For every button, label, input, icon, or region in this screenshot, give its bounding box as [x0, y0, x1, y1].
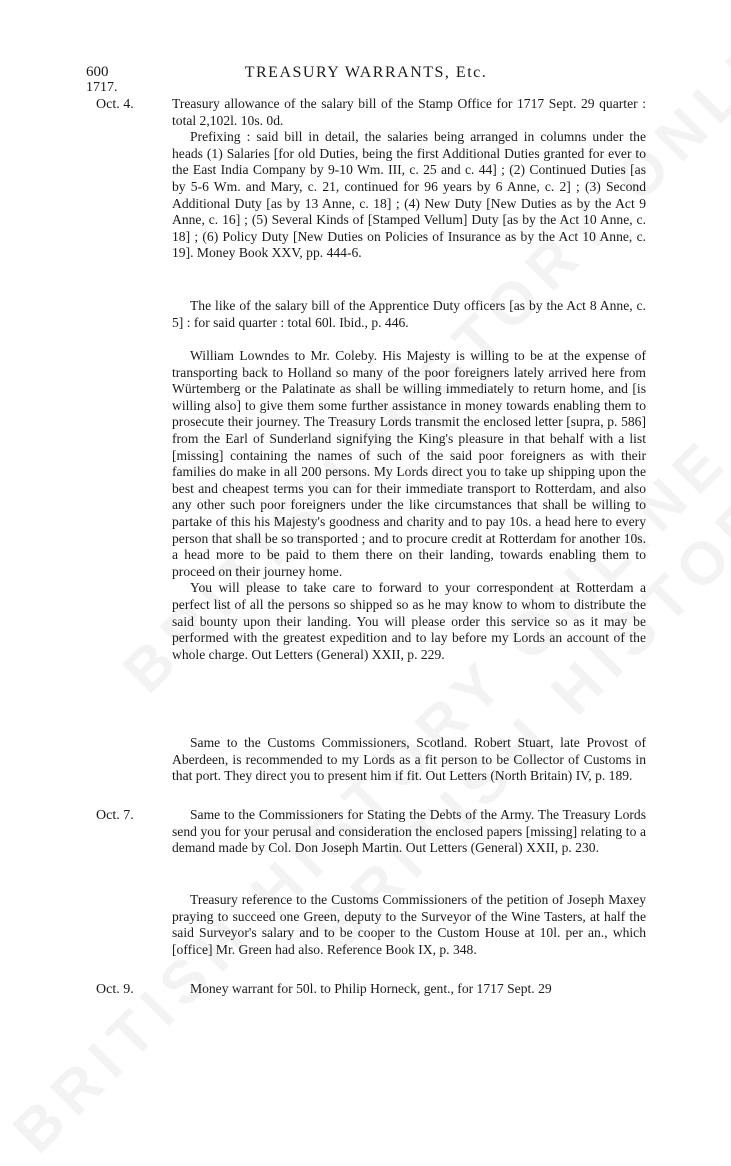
- entry-date: Oct. 4.: [96, 97, 134, 112]
- entry: [172, 348, 646, 663]
- entry-paragraph: You will please to take care to forward to your correspondent at Rotterdam a perfect list of all the persons so shipped so as he may know to whom to distribute the said bounty upon their landing. You will please order this service so as it may be performed with the greatest expedition and to lay before my Lords an account of the whole charge. Out Letters (General) XXII, p. 229.: [172, 580, 646, 662]
- entry-date: Oct. 7.: [96, 808, 134, 823]
- page-header: [86, 64, 646, 84]
- entry: [172, 807, 646, 857]
- entry-paragraph: Treasury reference to the Customs Commissioners of the petition of Joseph Maxey praying to succeed one Green, deputy to the Surveyor of the Wine Tasters, at half the said Surveyor's salary and to be cooper to the Custom House at 10l. per an., which [office] Mr. Green had also. Reference Book IX, p. 348.: [172, 892, 646, 957]
- entry-paragraph: William Lowndes to Mr. Coleby. His Majesty is willing to be at the expense of transporting back to Holland so many of the poor foreigners lately arrived here from Würtemberg or the Palatinate as shall be willing immediately to return home, and [is willing also] to give them some further assistance in money towards enabling them to prosecute their journey. The Treasury Lords transmit the enclosed letter [supra, p. 586] from the Earl of Sunderland signifying the King's pleasure in that behalf with a list [missing] containing the names of such of the said poor foreigners as with their families do make in all 200 persons. My Lords direct you to take up shipping upon the best and cheapest terms you can for their immediate transport to Rotterdam, and also any other such poor foreigners under the like circumstances that shall be willing to partake of this his Majesty's goodness and charity and to pay 10s. a head here to every person that shall be so transported ; and to procure credit at Rotterdam for another 10s. a head more to be paid to them there on their landing, towards enabling them to proceed on their journey home.: [172, 348, 646, 579]
- entry: [172, 735, 646, 785]
- entry-paragraph: Prefixing : said bill in detail, the salaries being arranged in columns under the heads (1) Salaries [for old Duties, being the first Additional Duties granted for ever to the East India Company by 9-10 Wm. III, c. 25 and c. 44] ; (2) Continued Duties [as by 5-6 Wm. and Mary, c. 21, continued for 96 years by 6 Anne, c. 2] ; (3) Second Additional Duty [as by 13 Anne, c. 18] ; (4) New Duty [New Duties as by the Act 9 Anne, c. 16] ; (5) Several Kinds of [Stamped Vellum] Duty [as by the Act 10 Anne, c. 18] ; (6) Policy Duty [New Duties on Policies of Insurance as by the Act 10 Anne, c. 19]. Money Book XXV, pp. 444-6.: [172, 129, 646, 261]
- entry: [172, 981, 646, 998]
- year-label: 1717.: [86, 80, 118, 95]
- page-number: 600: [86, 64, 109, 80]
- entry-date: Oct. 9.: [96, 982, 134, 997]
- entry-paragraph: The like of the salary bill of the Apprentice Duty officers [as by the Act 8 Anne, c. 5] : for said quarter : total 60l. Ibid., p. 446.: [172, 298, 646, 330]
- entry-paragraph: Money warrant for 50l. to Philip Horneck, gent., for 1717 Sept. 29: [190, 981, 552, 996]
- entry-paragraph: Same to the Commissioners for Stating the Debts of the Army. The Treasury Lords send you for your perusal and consideration the enclosed papers [missing] relating to a demand made by Col. Don Joseph Martin. Out Letters (General) XXII, p. 230.: [172, 807, 646, 856]
- running-title: TREASURY WARRANTS, Etc.: [244, 64, 488, 81]
- entry: [172, 892, 646, 958]
- entry-paragraph: Treasury allowance of the salary bill of the Stamp Office for 1717 Sept. 29 quarter : total 2,102l. 10s. 0d.: [172, 96, 646, 128]
- entry-paragraph: Same to the Customs Commissioners, Scotland. Robert Stuart, late Provost of Aberdeen, is recommended to my Lords as a fit person to be Collector of Customs in that port. They direct you to present him if fit. Out Letters (North Britain) IV, p. 189.: [172, 735, 646, 784]
- entry: [172, 96, 646, 262]
- entry: [172, 298, 646, 331]
